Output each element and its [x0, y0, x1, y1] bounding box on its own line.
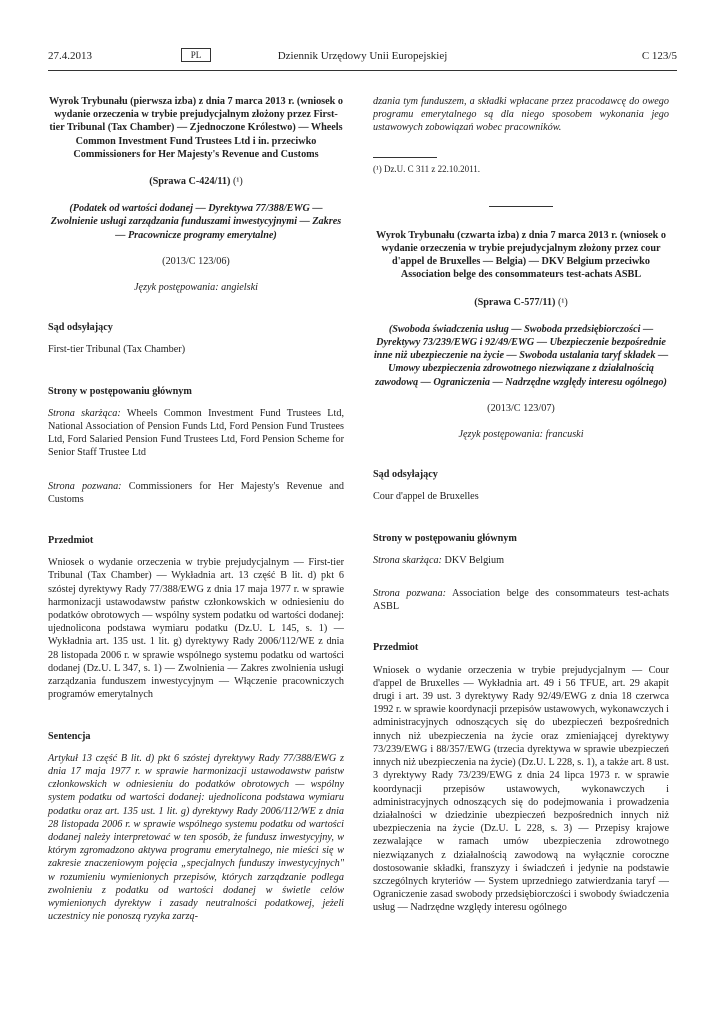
publication-date: 27.4.2013: [48, 50, 92, 62]
page-header: [48, 50, 677, 66]
keywords-2: (Swoboda świadczenia usług — Swoboda przedsiębiorczości — Dyrektywy 73/239/EWG i 92/49/EWG — Ubezpieczenie bezpośrednie inne niż ubezpieczenie na życie — Swoboda ustalania taryf składek — Umowy ubezpieczenia zdrowotnego niezwiązane z działalnością zawodową — Ograniczenia — Nadrzędne względy interesu ogólnego): [373, 323, 669, 388]
procedure-language-2: Język postępowania: francuski: [458, 429, 584, 441]
keywords-1: (Podatek od wartości dodanej — Dyrektywa 77/388/EWG — Zwolnienie usługi zarządzania funduszami inwestycyjnymi — Zakres — Pracownicze programy emerytalne): [50, 203, 342, 241]
judgment-title-1: Wyrok Trybunału (pierwsza izba) z dnia 7 marca 2013 r. (wniosek o wydanie orzeczenia w trybie prejudycjalnym złożony przez First-tier Tribunal (Tax Chamber) — Zjednoczone Królestwo) — Wheels Common Investment Fund Trustees Ltd i in. przeciwko Commissioners for Her Majesty's Revenue and Customs: [49, 96, 343, 160]
parties-heading-1: Strony w postępowaniu głównym: [48, 385, 192, 397]
subject-text-2: Wniosek o wydanie orzeczenia w trybie prejudycjalnym — Cour d'appel de Bruxelles — Wykładnia art. 49 i 56 TFUE, art. 29 akapit drugi i art. 39 ust. 3 dyrektywy Rady 92/49/EWG z dnia 18 czerwca 1992 r. w sprawie koordynacji przepisów ustawowych, wykonawczych i administracyjnych odnoszących się do ubezpieczeń bezpośrednich innych niż ubezpieczenia na życie oraz zmieniającej dyrektywy 73/239/EWG i 88/357/EWG (trzecia dyrektywa w sprawie ubezpieczeń innych niż ubezpieczenia na życie) (Dz.U. L 228, s. 1), a także art. 8 ust. 3 dyrektywy Rady 73/239/EWG z dnia 24 lipca 1973 r. w sprawie koordynacji przepisów ustawowych, wykonawczych i administracyjnych odnoszących się do podejmowania i prowadzenia działalności w dziedzinie ubezpieczeń bezpośrednich innych niż ubezpieczenia na życie (Dz.U. L 228, s. 3) — Przepisy krajowe zezwalające w ramach umów ubezpieczenia zdrowotnego niezwiązanych z działalnością zawodową na wyłącznie coroczne dostosowanie składki, franszyzy i świadczeń i jedynie na podstawie szczególnych kryteriów — System uprzedniego zatwierdzania taryf — Ograniczenie zasad swobody przedsiębiorczości i swobody świadczenia usług — Nadrzędne względy interesu ogólnego: [373, 664, 669, 914]
operative-text-1: Artykuł 13 część B lit. d) pkt 6 szóstej dyrektywy Rady 77/388/EWG z dnia 17 maja 1977 r. w sprawie harmonizacji ustawodawstw państw członkowskich w odniesieniu do podatków obrotowych — wspólny system podatku od wartości dodanej: ujednolicona podstawa wymiaru podatku oraz art. 135 ust. 1 lit. g) dyrektywy Rady 2006/112/WE z dnia 28 listopada 2006 r. w sprawie wspólnego systemu podatku od wartości dodanej należy interpretować w ten sposób, że fundusz inwestycyjny, w którym zgromadzono aktywa programu emerytalnego, nie mieści się w zakresie znaczeniowym pojęcia „specjalnych funduszy inwestycyjnych" w rozumieniu wymienionych przepisów, których zarządzanie podlega zwolnieniu z podatku od wartości dodanej w świetle celów wymienionych dyrektyw i zasady neutralności podatkowej, jeżeli uczestnicy nie ponoszą ryzyka zarzą-: [48, 752, 344, 923]
left-column: [48, 95, 344, 923]
footnote-mark: (¹): [232, 176, 243, 188]
defendant-label: Strona pozwana:: [373, 588, 446, 600]
footnote-mark: (¹): [557, 296, 568, 308]
reference-number-2: (2013/C 123/07): [487, 402, 555, 414]
defendant-names: Commissioners for Her Majesty's Revenue and Customs: [48, 480, 345, 505]
defendant-names: Association belge des consommateurs test-achats ASBL: [373, 588, 669, 613]
case-number-2: [373, 296, 669, 309]
subject-heading-1: Przedmiot: [48, 535, 94, 547]
applicant-paragraph-1: [48, 407, 344, 460]
case-label: (Sprawa C-424/11): [149, 176, 231, 188]
case-label: (Sprawa C-577/11): [474, 296, 556, 308]
section-divider: [489, 206, 553, 207]
case-number-1: [48, 175, 344, 188]
defendant-paragraph-1: [48, 480, 344, 506]
applicant-label: Strona skarżąca:: [373, 554, 442, 566]
right-column: [373, 95, 669, 915]
page-reference: C 123/5: [641, 50, 677, 62]
defendant-paragraph-2: [373, 587, 669, 613]
subject-heading-2: Przedmiot: [373, 642, 419, 654]
applicant-label: Strona skarżąca:: [48, 407, 121, 419]
referring-court-2: Cour d'appel de Bruxelles: [373, 491, 479, 503]
operative-continuation: dzania tym funduszem, a składki wpłacane przez pracodawcę do owego programu emerytalnego są dla niego sposobem wykonania jego ustawowych zobowiązań wobec pracowników.: [373, 96, 669, 134]
referring-court-1: First-tier Tribunal (Tax Chamber): [48, 344, 186, 356]
reference-number-1: (2013/C 123/06): [162, 255, 230, 267]
referring-court-heading-1: Sąd odsyłający: [48, 322, 113, 334]
footnote-rule: [373, 157, 437, 158]
defendant-label: Strona pozwana:: [48, 480, 122, 492]
operative-heading-1: Sentencja: [48, 730, 91, 742]
applicant-names: Wheels Common Investment Fund Trustees Ltd, National Association of Pension Funds Ltd, Ford Pension Fund Trustees Ltd, Ford Salaried Pension Fund Trustees Ltd, Ford Pension Scheme for Senior Staff Trustee Ltd: [48, 407, 344, 459]
procedure-language-1: Język postępowania: angielski: [134, 282, 258, 294]
applicant-names: DKV Belgium: [441, 554, 505, 566]
parties-heading-2: Strony w postępowaniu głównym: [373, 532, 517, 544]
header-rule: [48, 70, 677, 71]
journal-title: Dziennik Urzędowy Unii Europejskiej: [277, 50, 448, 62]
footnote-1: (¹) Dz.U. C 311 z 22.10.2011.: [373, 163, 481, 174]
language-code-box: PL: [181, 48, 211, 62]
judgment-title-2: Wyrok Trybunału (czwarta izba) z dnia 7 marca 2013 r. (wniosek o wydanie orzeczenia w trybie prejudycjalnym złożony przez cour d'appel de Bruxelles — Belgia) — DKV Belgium przeciwko Association belge des consommateurs test-achats ASBL: [376, 229, 666, 281]
referring-court-heading-2: Sąd odsyłający: [373, 469, 438, 481]
applicant-paragraph-2: [373, 554, 669, 567]
subject-text-1: Wniosek o wydanie orzeczenia w trybie prejudycjalnym — First-tier Tribunal (Tax Chamber) — Wykładnia art. 13 część B lit. d) pkt 6 szóstej dyrektywy Rady 77/388/EWG z dnia 17 maja 1977 r. w sprawie harmonizacji ustawodawstw państw członkowskich w odniesieniu do podatków obrotowych — wspólny system podatku od wartości dodanej: ujednolicona podstawa wymiaru podatku (Dz.U. L 145, s. 1) — Wykładnia art. 135 ust. 1 lit. g) dyrektywy Rady 2006/112/WE z dnia 28 listopada 2006 r. w sprawie wspólnego systemu podatku od wartości dodanej (Dz.U. L 347, s. 1) — Zwolnienia — Zakres zwolnienia usługi zarządzania funduszem inwestycyjnym — Włączenie pracowniczych programów emerytalnych: [48, 557, 344, 701]
